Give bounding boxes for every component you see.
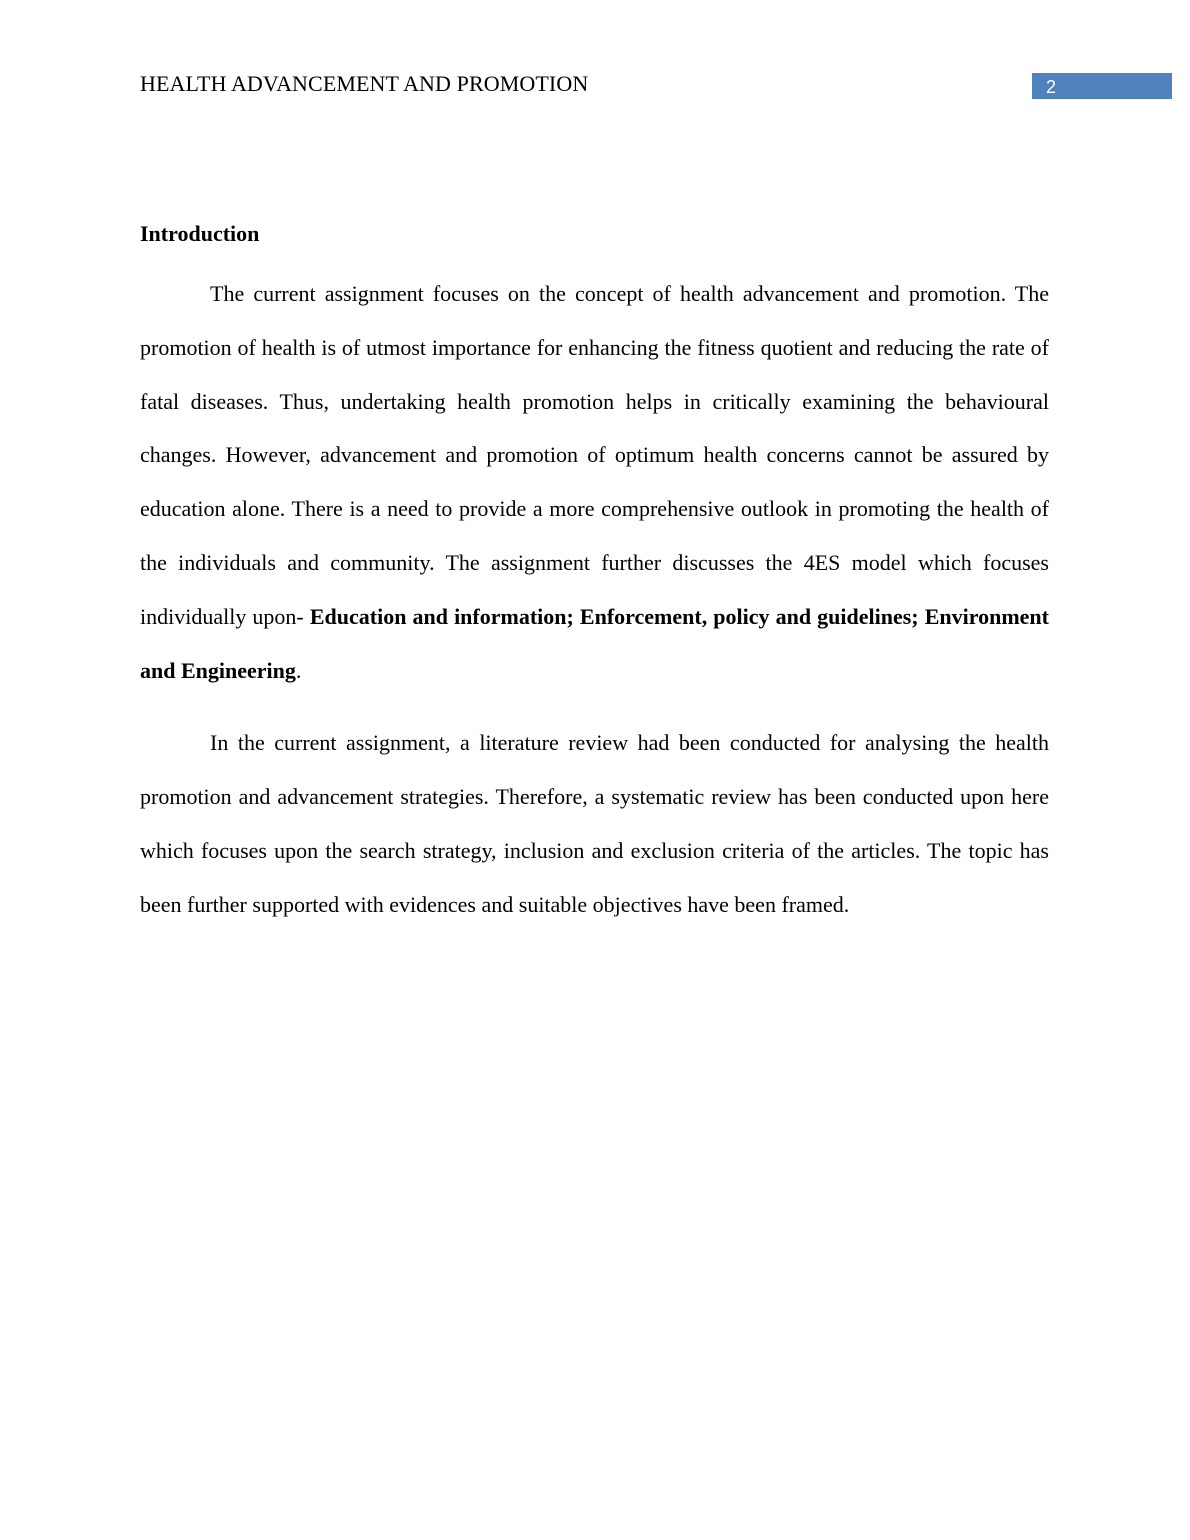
introduction-paragraph-1: [140, 267, 1049, 697]
running-header-title: HEALTH ADVANCEMENT AND PROMOTION: [140, 71, 589, 96]
paragraph-1-ending: .: [295, 657, 302, 683]
4es-model-components: Education and information; Enforcement, policy and guidelines; Environment and Engineering: [140, 603, 1049, 683]
section-heading-introduction: Introduction: [140, 221, 260, 246]
introduction-paragraph-2: In the current assignment, a literature review had been conducted for analysing the health promotion and advancement strategies. Therefore, a systematic review has been conducted upon here which focuses upon the search strategy, inclusion and exclusion criteria of the articles. The topic has been further supported with evidences and suitable objectives have been framed.: [140, 730, 1049, 917]
page-number-badge: 2: [1032, 73, 1172, 99]
document-body: [140, 216, 1049, 932]
paragraph-1-text: The current assignment focuses on the concept of health advancement and promotion. The promotion of health is of utmost importance for enhancing the fitness quotient and reducing the rate of fatal diseases. Thus, undertaking health promotion helps in critically examining the behavioural changes. However, advancement and promotion of optimum health concerns cannot be assured by education alone. There is a need to provide a more comprehensive outlook in promoting the health of the individuals and community. The assignment further discusses the 4ES model which focuses individually upon-: [140, 281, 1049, 629]
